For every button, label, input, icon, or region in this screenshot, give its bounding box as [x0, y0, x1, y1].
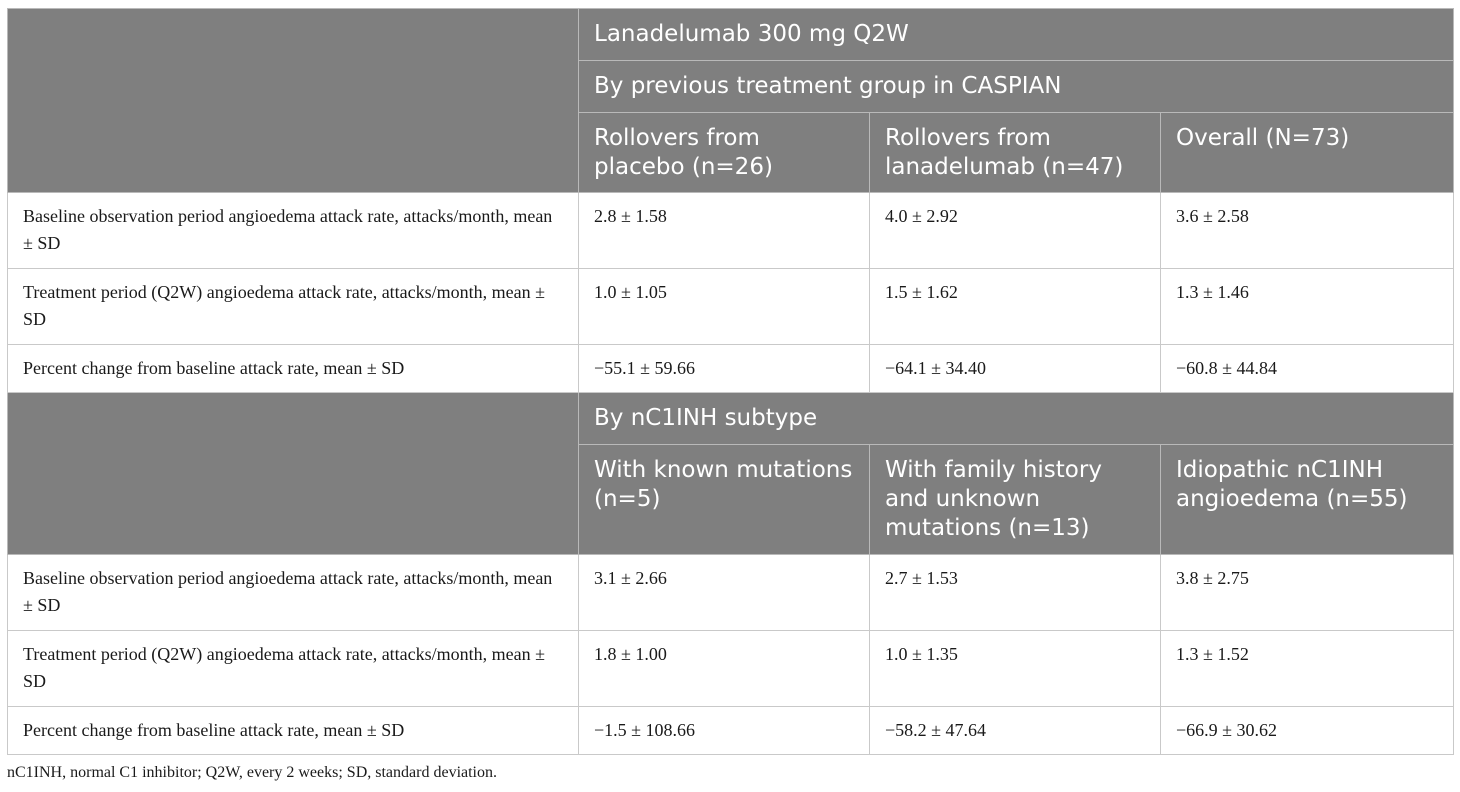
- row-label: Percent change from baseline attack rate, mean ± SD: [8, 707, 579, 755]
- row-label: Treatment period (Q2W) angioedema attack rate, attacks/month, mean ± SD: [8, 631, 579, 707]
- cell-value: −66.9 ± 30.62: [1161, 707, 1454, 755]
- row-label: Percent change from baseline attack rate, mean ± SD: [8, 345, 579, 393]
- cell-value: −58.2 ± 47.64: [870, 707, 1161, 755]
- table-row: [8, 631, 1454, 707]
- section1-title: By previous treatment group in CASPIAN: [579, 61, 1454, 113]
- cell-value: 3.6 ± 2.58: [1161, 193, 1454, 269]
- table-row: [8, 269, 1454, 345]
- header-row-section2: [8, 393, 1454, 445]
- treatment-header: Lanadelumab 300 mg Q2W: [579, 9, 1454, 61]
- table-row: [8, 193, 1454, 269]
- cell-value: 3.1 ± 2.66: [579, 555, 870, 631]
- row-label: Baseline observation period angioedema attack rate, attacks/month, mean ± SD: [8, 555, 579, 631]
- results-table: [7, 8, 1454, 755]
- cell-value: 1.8 ± 1.00: [579, 631, 870, 707]
- column-header: Overall (N=73): [1161, 113, 1454, 193]
- table-row: [8, 707, 1454, 755]
- header-blank-cell: [8, 393, 579, 555]
- table-row: [8, 345, 1454, 393]
- cell-value: 3.8 ± 2.75: [1161, 555, 1454, 631]
- cell-value: 1.3 ± 1.46: [1161, 269, 1454, 345]
- cell-value: −1.5 ± 108.66: [579, 707, 870, 755]
- cell-value: 2.7 ± 1.53: [870, 555, 1161, 631]
- column-header: With known mutations (n=5): [579, 445, 870, 555]
- cell-value: −55.1 ± 59.66: [579, 345, 870, 393]
- header-blank-cell: [8, 9, 579, 193]
- column-header: Rollovers from lanadelumab (n=47): [870, 113, 1161, 193]
- cell-value: −60.8 ± 44.84: [1161, 345, 1454, 393]
- section2-title: By nC1INH subtype: [579, 393, 1454, 445]
- row-label: Treatment period (Q2W) angioedema attack rate, attacks/month, mean ± SD: [8, 269, 579, 345]
- cell-value: 2.8 ± 1.58: [579, 193, 870, 269]
- cell-value: 1.5 ± 1.62: [870, 269, 1161, 345]
- table-footnote: nC1INH, normal C1 inhibitor; Q2W, every 2 weeks; SD, standard deviation.: [7, 764, 497, 781]
- column-header: Idiopathic nC1INH angioedema (n=55): [1161, 445, 1454, 555]
- table-row: [8, 555, 1454, 631]
- cell-value: 1.3 ± 1.52: [1161, 631, 1454, 707]
- column-header: Rollovers from placebo (n=26): [579, 113, 870, 193]
- row-label: Baseline observation period angioedema attack rate, attacks/month, mean ± SD: [8, 193, 579, 269]
- cell-value: 1.0 ± 1.05: [579, 269, 870, 345]
- cell-value: 4.0 ± 2.92: [870, 193, 1161, 269]
- cell-value: −64.1 ± 34.40: [870, 345, 1161, 393]
- column-header: With family history and unknown mutations (n=13): [870, 445, 1161, 555]
- cell-value: 1.0 ± 1.35: [870, 631, 1161, 707]
- header-row-treatment: [8, 9, 1454, 61]
